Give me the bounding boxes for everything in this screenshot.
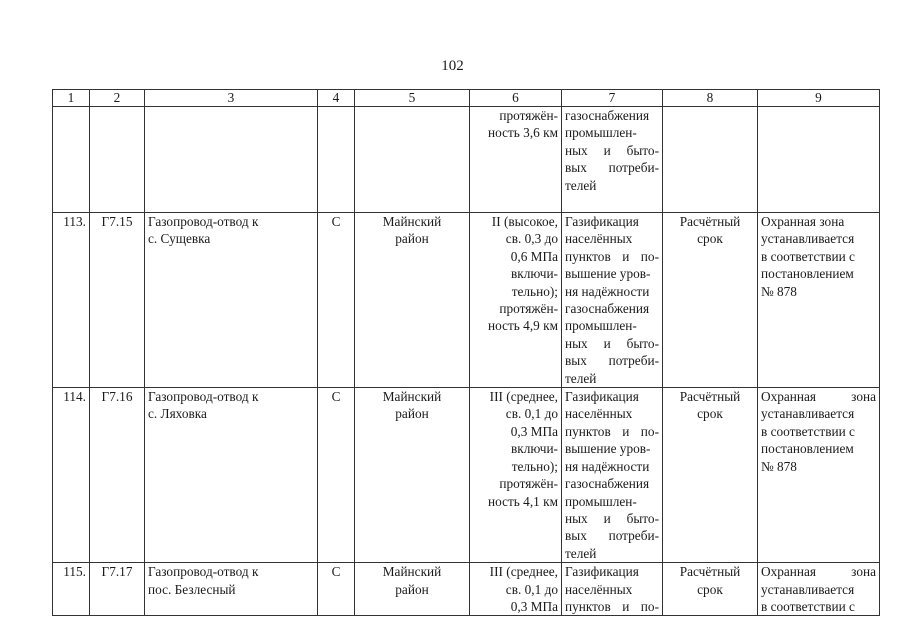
pressure-line: 0,3 МПа xyxy=(510,423,558,439)
term-line: Расчётный xyxy=(679,389,741,405)
pressure-line: III (среднее, xyxy=(489,389,558,405)
cell-note xyxy=(758,563,880,616)
pressure-line: ность 3,6 км xyxy=(487,125,558,141)
cell-purpose xyxy=(562,213,663,388)
cell-category: С xyxy=(318,563,355,616)
cell-term xyxy=(663,107,758,213)
purpose-line: промышлен- xyxy=(565,493,637,509)
purpose-line: газоснабжения xyxy=(565,301,650,317)
purpose-line: населённых xyxy=(565,231,633,247)
name-line: Газопровод-отвод к xyxy=(148,564,259,580)
pressure-line: св. 0,1 до xyxy=(505,406,558,422)
purpose-line: населённых xyxy=(565,581,633,597)
name-line: пос. Безлесный xyxy=(148,581,236,597)
note-line: устанавливается xyxy=(761,581,855,597)
table-row xyxy=(53,563,880,616)
cell-pressure xyxy=(470,107,562,213)
note-line: постановлением xyxy=(761,266,854,282)
pressure-line: 0,6 МПа xyxy=(510,248,558,264)
pressure-line: протяжён- xyxy=(499,476,558,492)
cell-num: 113. xyxy=(53,213,90,388)
purpose-line: ных и быто- xyxy=(565,142,659,158)
term-line: срок xyxy=(697,231,723,247)
table-row-continuation xyxy=(53,107,880,213)
purpose-line: промышлен- xyxy=(565,125,637,141)
cell-num: 114. xyxy=(53,388,90,563)
purpose-line: Газификация xyxy=(565,564,639,580)
term-line: Расчётный xyxy=(679,214,741,229)
note-line: постановлением xyxy=(761,441,854,457)
cell-name xyxy=(145,107,318,213)
purpose-line: пунктов и по- xyxy=(565,248,659,264)
purpose-line: вых потреби- xyxy=(565,528,659,544)
cell-term xyxy=(663,388,758,563)
col-header-4: 4 xyxy=(318,90,355,107)
cell-term xyxy=(663,563,758,616)
district-line: Майнский xyxy=(382,564,442,580)
cell-category xyxy=(318,107,355,213)
note-line: № 878 xyxy=(761,458,797,474)
pressure-line: включи- xyxy=(510,266,558,282)
purpose-line: Газификация xyxy=(565,389,639,405)
cell-num: 115. xyxy=(53,563,90,616)
col-header-2: 2 xyxy=(90,90,145,107)
note-line: Охранная зона xyxy=(761,389,876,405)
cell-category: С xyxy=(318,388,355,563)
pressure-line: тельно); xyxy=(511,283,558,299)
cell-num xyxy=(53,107,90,213)
purpose-line: Газификация xyxy=(565,214,639,229)
term-line: срок xyxy=(697,406,723,422)
pressure-line: тельно); xyxy=(511,458,558,474)
cell-code: Г7.17 xyxy=(90,563,145,616)
cell-name xyxy=(145,213,318,388)
term-line: Расчётный xyxy=(679,564,741,580)
purpose-line: населённых xyxy=(565,406,633,422)
note-line: № 878 xyxy=(761,283,797,299)
note-line: устанавливается xyxy=(761,406,855,422)
page-number: 102 xyxy=(441,58,464,74)
cell-pressure xyxy=(470,388,562,563)
cell-name xyxy=(145,388,318,563)
purpose-line: телей xyxy=(565,545,597,561)
pressure-line: ность 4,9 км xyxy=(487,318,558,334)
col-header-3: 3 xyxy=(145,90,318,107)
purpose-line: промышлен- xyxy=(565,318,637,334)
header-row xyxy=(53,90,880,107)
cell-pressure xyxy=(470,213,562,388)
district-line: район xyxy=(395,406,429,422)
pressure-line: св. 0,3 до xyxy=(505,231,558,247)
purpose-line: ных и быто- xyxy=(565,335,659,351)
cell-code xyxy=(90,107,145,213)
purpose-line: пунктов и по- xyxy=(565,423,659,439)
note-line: Охранная зона xyxy=(761,214,845,229)
col-header-7: 7 xyxy=(562,90,663,107)
term-line: срок xyxy=(697,581,723,597)
col-header-1: 1 xyxy=(53,90,90,107)
table-row xyxy=(53,388,880,563)
purpose-line: вышение уров- xyxy=(565,441,651,457)
purpose-line: телей xyxy=(565,177,597,193)
pressure-line: 0,3 МПа xyxy=(510,598,558,614)
pressure-line: св. 0,1 до xyxy=(505,581,558,597)
purpose-line: пунктов и по- xyxy=(565,598,659,614)
col-header-5: 5 xyxy=(355,90,470,107)
purpose-line: газоснабжения xyxy=(565,476,650,492)
purpose-line: вых потреби- xyxy=(565,353,659,369)
name-line: с. Ляховка xyxy=(148,406,207,422)
table-row xyxy=(53,213,880,388)
cell-note xyxy=(758,388,880,563)
district-line: Майнский xyxy=(382,389,442,405)
col-header-8: 8 xyxy=(663,90,758,107)
gas-pipeline-table xyxy=(52,89,880,616)
name-line: Газопровод-отвод к xyxy=(148,214,259,229)
note-line: Охранная зона xyxy=(761,564,876,580)
cell-code: Г7.16 xyxy=(90,388,145,563)
cell-district xyxy=(355,107,470,213)
district-line: район xyxy=(395,581,429,597)
col-header-9: 9 xyxy=(758,90,880,107)
pressure-line: III (среднее, xyxy=(489,564,558,580)
pressure-line: протяжён- xyxy=(499,108,558,123)
pressure-line: II (высокое, xyxy=(491,214,558,229)
note-line: в соответствии с xyxy=(761,598,855,614)
cell-name xyxy=(145,563,318,616)
district-line: район xyxy=(395,231,429,247)
col-header-6: 6 xyxy=(470,90,562,107)
cell-purpose xyxy=(562,388,663,563)
purpose-line: вых потреби- xyxy=(565,160,659,176)
cell-district xyxy=(355,388,470,563)
note-line: в соответствии с xyxy=(761,248,855,264)
purpose-line: вышение уров- xyxy=(565,266,651,282)
purpose-line: ня надёжности xyxy=(565,458,650,474)
pressure-line: включи- xyxy=(510,441,558,457)
purpose-line: газоснабжения xyxy=(565,108,650,123)
cell-term xyxy=(663,213,758,388)
note-line: устанавливается xyxy=(761,231,855,247)
cell-note xyxy=(758,107,880,213)
cell-code: Г7.15 xyxy=(90,213,145,388)
purpose-line: телей xyxy=(565,370,597,386)
pressure-line: протяжён- xyxy=(499,301,558,317)
cell-district xyxy=(355,563,470,616)
purpose-line: ня надёжности xyxy=(565,283,650,299)
name-line: Газопровод-отвод к xyxy=(148,389,259,405)
pressure-line: ность 4,1 км xyxy=(487,493,558,509)
name-line: с. Сущевка xyxy=(148,231,211,247)
district-line: Майнский xyxy=(382,214,442,229)
cell-district xyxy=(355,213,470,388)
cell-category: С xyxy=(318,213,355,388)
cell-pressure xyxy=(470,563,562,616)
purpose-line: ных и быто- xyxy=(565,510,659,526)
cell-purpose xyxy=(562,563,663,616)
cell-purpose xyxy=(562,107,663,213)
cell-note xyxy=(758,213,880,388)
note-line: в соответствии с xyxy=(761,423,855,439)
